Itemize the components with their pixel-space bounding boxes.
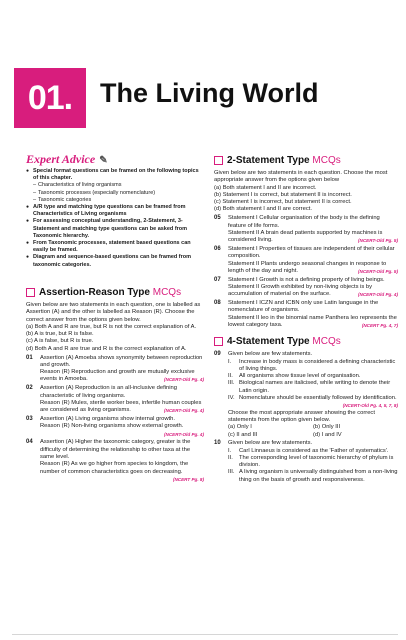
ar-option: (b) A is true, but R is false. <box>26 331 94 338</box>
question-item <box>214 351 398 439</box>
assertion-text: Assertion (A) Reproduction is an all-inclusive defining characteristic of living organisms. <box>40 385 177 399</box>
reason-line <box>40 423 204 437</box>
question-item <box>214 300 398 329</box>
question-number: 08 <box>214 300 221 307</box>
chapter-number: 01. <box>14 68 86 128</box>
question-item <box>214 215 398 244</box>
expert-advice-item: ● Diagram and sequence-based questions can be framed from taxonomic categories. <box>26 254 204 268</box>
expert-advice-item: ● For assessing conceptual understanding, 2-Statement, 3-Statement and matching type questions can be asked from Taxonomic hierarchy. <box>26 218 204 240</box>
right-column <box>214 152 398 484</box>
answer-option: (c) II and III <box>228 431 258 438</box>
expert-advice-list <box>26 168 204 269</box>
answer-options <box>228 424 398 439</box>
statement-two-line <box>228 315 398 330</box>
ar-options <box>26 324 204 353</box>
reason-line <box>40 400 204 415</box>
reason-text: Reason (R) Mules, sterile worker bees, infertile human couples are considered as living organisms. <box>40 399 202 414</box>
question-body <box>228 300 398 329</box>
question-item <box>26 355 204 384</box>
section-title-s4 <box>227 336 341 347</box>
expert-advice-box <box>26 152 204 280</box>
ar-intro-text: Given below are two statements in each question, one is labelled as Assertion (A) and the other is labelled as Reason (R). Choose the correct answer from the options given below. <box>26 302 201 323</box>
checkbox-square-icon <box>214 337 223 346</box>
roman-numeral: III. <box>228 380 235 387</box>
question-number: 01 <box>26 354 33 361</box>
question-number: 09 <box>214 351 221 358</box>
ncert-reference: (NCERT Pg. 8) <box>172 476 204 482</box>
checkbox-square-icon <box>26 288 35 297</box>
roman-statement-text: Increase in body mass is considered a defining characteristic of living things. <box>239 358 396 372</box>
question-body <box>40 355 204 384</box>
roman-numeral: I. <box>228 358 232 365</box>
roman-statement <box>228 380 398 395</box>
s2-option: (b) Statement I is correct, but statement II is incorrect. <box>214 191 352 198</box>
ncert-reference: (NCERT Pg. 4, 7) <box>361 322 398 328</box>
question-number: 10 <box>214 440 221 447</box>
question-item <box>26 416 204 438</box>
statement-two-text: Statement II A brain dead patients supported by machines is considered living. <box>228 229 383 244</box>
question-item <box>214 277 398 299</box>
question-number: 07 <box>214 276 221 283</box>
roman-statement <box>228 455 398 470</box>
expert-advice-title <box>26 152 204 166</box>
answer-option: (d) I and IV <box>313 431 342 438</box>
answer-option: (b) Only III <box>313 424 341 431</box>
roman-statement-text: All organisms show tissue level of organisation. <box>239 373 361 380</box>
statement-one-text: Statement I Growth is not a defining property of living beings. <box>228 276 385 283</box>
s2-options <box>214 185 398 214</box>
statement-two-line <box>228 261 398 276</box>
pen-icon: ✎ <box>99 155 108 166</box>
roman-numeral: IV. <box>228 395 235 402</box>
section-title-s2-text: 2-Statement Type <box>227 154 310 166</box>
question-body <box>228 215 398 244</box>
expert-advice-item: ● A/R type and matching type questions can be framed from Characteristics of Living organisms <box>26 204 204 218</box>
statement-two-text: Statement II Plants undergo seasonal changes in response to length of the day and night. <box>228 260 387 274</box>
question-body <box>40 439 204 483</box>
section-title-s2 <box>227 155 341 166</box>
question-number: 06 <box>214 245 221 252</box>
s2-intro <box>214 170 398 214</box>
ncert-reference: (NCERT-Old Pg. 4) <box>358 292 398 298</box>
section-title-s2-suffix: MCQs <box>312 154 341 166</box>
question-stem: Given below are few statements. <box>228 351 313 358</box>
statement-two-line <box>228 230 398 245</box>
question-body <box>40 416 204 438</box>
s4-questions <box>214 351 398 484</box>
roman-statement-text: Carl Linnaeus is considered as the 'Father of systematics'. <box>239 447 389 454</box>
roman-statement-text: A living organism is universally distinguished from a non-living thing on the basis of growth and responsiveness. <box>239 469 398 483</box>
checkbox-square-icon <box>214 156 223 165</box>
section-header-s2 <box>214 152 398 168</box>
reason-line <box>40 369 204 384</box>
section-header-ar <box>26 284 204 300</box>
expert-advice-title-text: Expert Advice <box>26 152 96 166</box>
question-stem: Given below are few statements. <box>228 440 313 447</box>
statement-two-text: Statement II leo in the binomial name Panthera leo represents the lowest category taxa. <box>228 314 397 328</box>
choose-instruction: Choose the most appropriate answer showing the correct statements from the option given below. <box>228 409 375 423</box>
ncert-reference: (NCERT-Old Pg. 5) <box>358 238 398 244</box>
s2-questions <box>214 215 398 329</box>
statement-two-text: Statement II Growth exhibited by non-living objects is by accumulation of material on the surface. <box>228 283 373 298</box>
reason-line <box>40 461 204 482</box>
s2-option: (a) Both statement I and II are incorrect. <box>214 184 317 191</box>
roman-statement <box>228 373 398 380</box>
roman-statement-text: Nomenclature should be essentially followed by identification. (NCERT-Old Pg. 4, 5, 7, 8) <box>239 395 398 409</box>
assertion-text: Assertion (A) Higher the taxonomic category, greater is the difficulty of determining the relationship to other taxa at the same level. <box>40 439 191 460</box>
expert-advice-item: ● From Taxonomic processes, statement based questions can easily be framed. <box>26 240 204 254</box>
roman-statement <box>228 448 398 455</box>
question-number: 04 <box>26 439 33 446</box>
section-title-ar <box>39 287 181 298</box>
answer-option: (a) Only I <box>228 424 252 431</box>
expert-advice-item: – Characteristics of living organisms <box>26 182 204 189</box>
question-body <box>228 246 398 275</box>
ar-option: (d) Both A and R are true and R is the correct explanation of A. <box>26 345 187 352</box>
statement-one-text: Statement I Properties of tissues are independent of their cellular composition. <box>228 245 395 260</box>
roman-numeral: III. <box>228 469 235 476</box>
s2-intro-text: Given below are two statements in each question. Choose the most appropriate answer from the options given below <box>214 170 388 184</box>
question-body <box>228 351 398 439</box>
question-number: 03 <box>26 415 33 422</box>
footer-divider <box>12 634 398 635</box>
question-number: 05 <box>214 215 221 222</box>
assertion-text: Assertion (A) Amoeba shows synonymity between reproduction and growth. <box>40 354 203 368</box>
ar-option: (c) A is false, but R is true. <box>26 338 94 345</box>
roman-statement <box>228 469 398 484</box>
expert-advice-item: ● Special format questions can be framed on the following topics of this chapter. <box>26 168 204 182</box>
roman-statement-text: The corresponding level of taxonomic hierarchy of phylum is division. <box>239 454 394 469</box>
ncert-reference: (NCERT-Old Pg. 5) <box>358 268 398 274</box>
chapter-title: The Living World <box>100 78 319 108</box>
section-header-s4 <box>214 333 398 349</box>
question-number: 02 <box>26 385 33 392</box>
ncert-reference: (NCERT-Old Pg. 4) <box>164 377 204 383</box>
ar-intro <box>26 302 204 353</box>
reason-text: Reason (R) Reproduction and growth are mutually exclusive events in Amoeba. <box>40 369 195 383</box>
question-item <box>214 246 398 275</box>
reason-text: Reason (R) As we go higher from species to kingdom, the number of common characteristics goes on decreasing. <box>40 461 189 475</box>
roman-numeral: II. <box>228 373 233 380</box>
left-column <box>26 152 204 483</box>
s2-option: (d) Both statement I and II are correct. <box>214 206 312 213</box>
question-body <box>228 440 398 484</box>
roman-statement <box>228 359 398 374</box>
question-item <box>26 439 204 483</box>
ar-questions <box>26 355 204 484</box>
ar-option: (a) Both A and R are true, but R is not the correct explanation of A. <box>26 323 197 330</box>
section-title-s4-suffix: MCQs <box>312 335 341 347</box>
reason-text: Reason (R) Non-living organisms show external growth. <box>40 423 184 430</box>
roman-statement-text: Biological names are italicised, while writing to denote their Latin origin. <box>239 380 391 394</box>
ncert-reference: (NCERT-Old Pg. 4, 5, 7, 8) <box>342 403 398 409</box>
section-title-ar-suffix: MCQs <box>152 286 182 298</box>
statement-one-text: Statement I Cellular organisation of the body is the defining feature of life forms. <box>228 215 380 229</box>
assertion-text: Assertion (A) Living organisms show internal growth. <box>40 415 175 422</box>
section-title-s4-text: 4-Statement Type <box>227 335 310 347</box>
expert-advice-item: – Taxonomic categories <box>26 197 204 204</box>
roman-numeral: I. <box>228 447 232 454</box>
s2-option: (c) Statement I is incorrect, but statement II is correct. <box>214 199 352 206</box>
ncert-reference: (NCERT-Old Pg. 4) <box>164 408 204 414</box>
statement-two-line <box>228 284 398 299</box>
roman-numeral: II. <box>228 454 233 461</box>
question-body <box>40 385 204 414</box>
question-body <box>228 277 398 299</box>
section-title-ar-text: Assertion-Reason Type <box>39 286 150 298</box>
expert-advice-item: – Taxonomic processes (especially nomenclature) <box>26 190 204 197</box>
roman-statement <box>228 395 398 410</box>
question-item <box>26 385 204 414</box>
question-item <box>214 440 398 484</box>
statement-one-text: Statement I ICZN and ICBN only use Latin language in the nomenclature of organisms. <box>228 300 379 314</box>
ncert-reference: (NCERT-Old Pg. 4) <box>164 431 204 437</box>
